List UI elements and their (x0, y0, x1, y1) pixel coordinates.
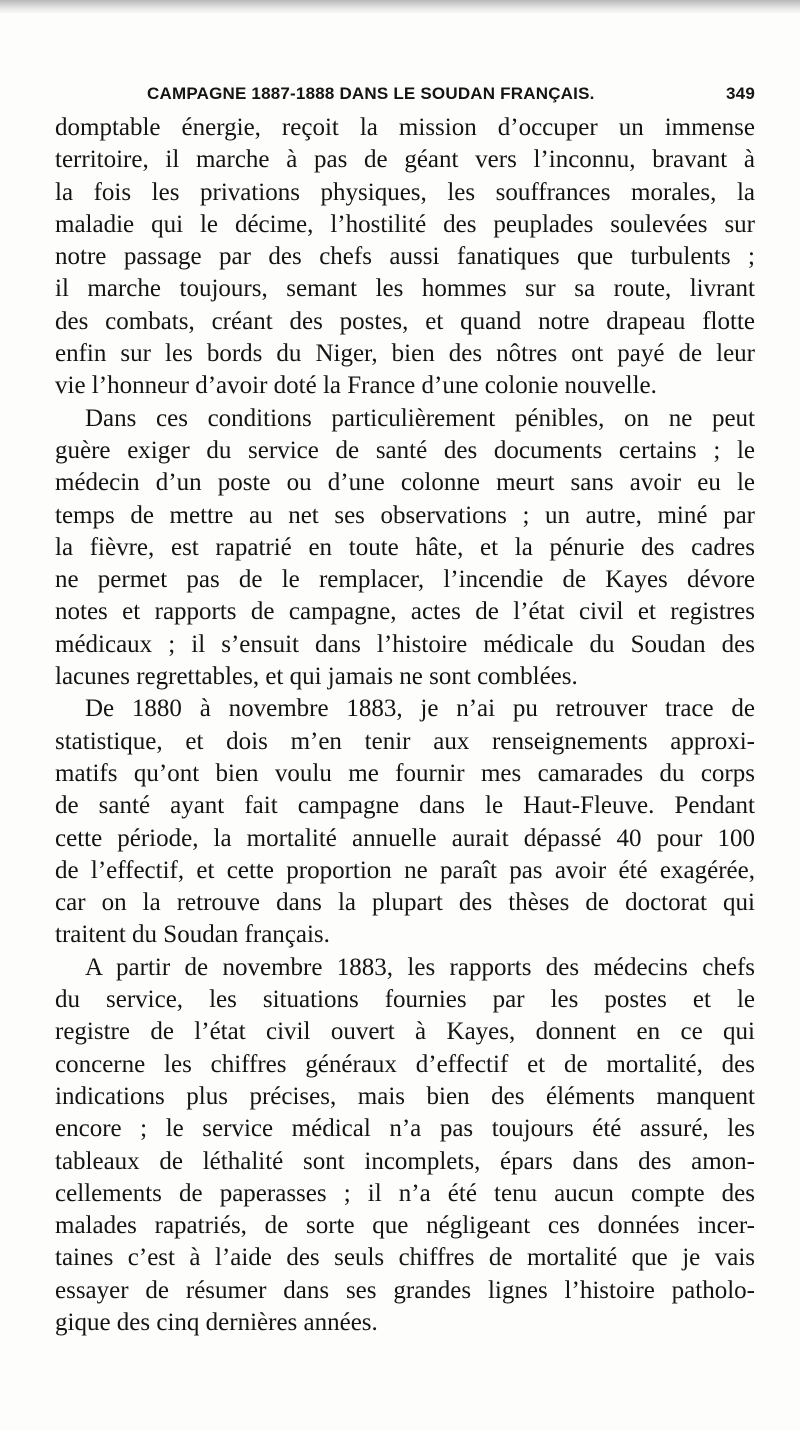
text-line: la fois les privations physiques, les souffrances morales, la (55, 178, 755, 206)
text-line: notes et rapports de campagne, actes de l’état civil et registres (55, 598, 755, 626)
text-line: domptable énergie, reçoit la mission d’occuper un immense (55, 114, 755, 141)
text-line: vie l’honneur d’avoir doté la France d’une colonie nouvelle. (55, 372, 657, 400)
text-line: territoire, il marche à pas de géant vers l’inconnu, bravant à (55, 146, 755, 174)
body-text (55, 112, 755, 1339)
text-line: de l’effectif, et cette proportion ne paraît pas avoir été exagérée, (55, 856, 755, 884)
text-line: médicaux ; il s’ensuit dans l’histoire médicale du Soudan des (55, 630, 755, 658)
text-line: tableaux de léthalité sont incomplets, épars dans des amon- (55, 1147, 755, 1175)
text-line: cellements de paperasses ; il n’a été tenu aucun compte des (55, 1179, 755, 1207)
text-line: Dans ces conditions particulièrement pénibles, on ne peut (85, 404, 755, 432)
text-line: du service, les situations fournies par les postes et le (55, 986, 755, 1014)
scan-top-edge (0, 0, 800, 14)
text-line: statistique, et dois m’en tenir aux renseignements approxi- (55, 727, 755, 755)
text-line: médecin d’un poste ou d’une colonne meurt sans avoir eu le (55, 469, 755, 497)
text-line: notre passage par des chefs aussi fanatiques que turbulents ; (55, 243, 755, 271)
text-line: temps de mettre au net ses observations ; un autre, miné par (55, 501, 755, 529)
text-line: enfin sur les bords du Niger, bien des nôtres ont payé de leur (55, 340, 755, 368)
text-line: De 1880 à novembre 1883, je n’ai pu retrouver trace de (85, 695, 755, 723)
text-line: la fièvre, est rapatrié en toute hâte, et la pénurie des cadres (55, 533, 755, 561)
text-line: traitent du Soudan français. (55, 921, 330, 949)
text-line: A partir de novembre 1883, les rapports des médecins chefs (85, 953, 755, 981)
text-line: encore ; le service médical n’a pas toujours été assuré, les (55, 1115, 755, 1143)
text-line: essayer de résumer dans ses grandes lignes l’histoire patholo- (55, 1276, 755, 1304)
text-line: malades rapatriés, de sorte que négligeant ces données incer- (55, 1212, 755, 1240)
running-title: CAMPAGNE 1887-1888 DANS LE SOUDAN FRANÇAIS. (147, 84, 595, 103)
text-line: gique des cinq dernières années. (55, 1308, 378, 1336)
text-line: guère exiger du service de santé des documents certains ; le (55, 436, 755, 464)
text-line: car on la retrouve dans la plupart des thèses de doctorat qui (55, 889, 755, 917)
text-line: il marche toujours, semant les hommes sur sa route, livrant (55, 275, 755, 303)
running-head (55, 84, 755, 110)
page-number: 349 (726, 84, 755, 103)
text-line: indications plus précises, mais bien des éléments manquent (55, 1082, 755, 1110)
text-line: maladie qui le décime, l’hostilité des peuplades soulevées sur (55, 210, 755, 238)
text-line: ne permet pas de le remplacer, l’incendie de Kayes dévore (55, 566, 755, 594)
text-line: de santé ayant fait campagne dans le Haut-Fleuve. Pendant (55, 792, 755, 820)
text-line: cette période, la mortalité annuelle aurait dépassé 40 pour 100 (55, 824, 755, 852)
text-line: concerne les chiffres généraux d’effectif et de mortalité, des (55, 1050, 755, 1078)
text-line: matifs qu’ont bien voulu me fournir mes camarades du corps (55, 759, 755, 787)
text-line: registre de l’état civil ouvert à Kayes, donnent en ce qui (55, 1018, 755, 1046)
text-line: lacunes regrettables, et qui jamais ne sont comblées. (55, 663, 578, 691)
text-line: des combats, créant des postes, et quand notre drapeau flotte (55, 307, 755, 335)
text-line: taines c’est à l’aide des seuls chiffres de mortalité que je vais (55, 1244, 755, 1272)
